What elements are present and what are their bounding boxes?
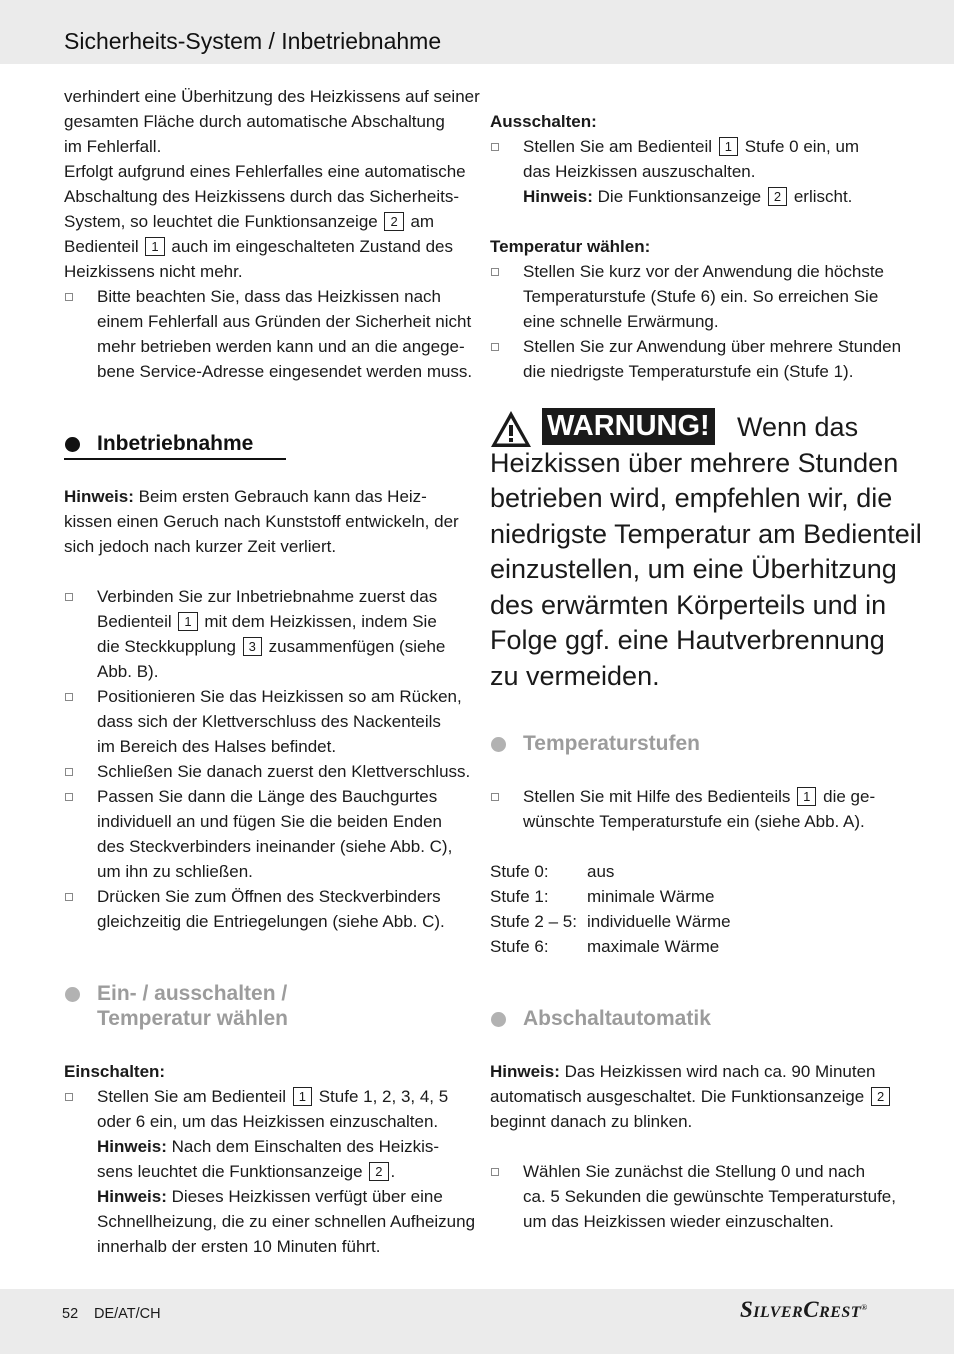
subheading: Ausschalten:: [490, 112, 597, 131]
bullet-line: [97, 1184, 443, 1209]
stufe-name: Stufe 1:: [490, 887, 549, 906]
intro-line: [64, 209, 434, 234]
bullet-square: [65, 593, 73, 601]
bullet-line: Bitte beachten Sie, dass das Heizkissen nach: [97, 287, 441, 306]
logo-text: C: [803, 1297, 820, 1322]
bullet-line: des Steckverbinders ineinander (siehe Abb. C),: [97, 837, 453, 856]
bullet-line: [97, 1134, 439, 1159]
bullet-square: [491, 143, 499, 151]
section-heading: Inbetriebnahme: [97, 432, 254, 455]
text: automatisch ausgeschaltet. Die Funktionsanzeige: [490, 1087, 865, 1106]
bullet-line: Verbinden Sie zur Inbetriebnahme zuerst das: [97, 587, 438, 606]
page-title: Sicherheits-System / Inbetriebnahme: [64, 28, 442, 54]
bullet-line: Schließen Sie danach zuerst den Klettverschluss.: [97, 762, 471, 781]
bullet-line: Stellen Sie zur Anwendung über mehrere Stunden: [523, 337, 902, 356]
section-bullet-icon: [65, 437, 80, 452]
bullet-line: die niedrigste Temperaturstufe ein (Stufe 1).: [523, 362, 854, 381]
intro-line: [64, 234, 453, 259]
section-bullet-icon: [491, 737, 506, 752]
note-line: kissen einen Geruch nach Kunststoff entwickeln, der: [64, 512, 459, 531]
text: Bedienteil: [97, 612, 172, 631]
section-bullet-icon: [65, 987, 80, 1002]
bullet-line: einem Fehlerfall aus Gründen der Sicherheit nicht: [97, 312, 472, 331]
bullet-line: Passen Sie dann die Länge des Bauchgurtes: [97, 787, 438, 806]
text: Bedienteil: [64, 237, 139, 256]
bullet-square: [491, 1168, 499, 1176]
ref-box: 1: [178, 612, 197, 631]
section-bullet-icon: [491, 1012, 506, 1027]
ref-box: 2: [369, 1162, 388, 1181]
bullet-square: [65, 693, 73, 701]
bullet-line: Abb. B).: [97, 662, 159, 681]
logo-text: REST: [819, 1304, 862, 1321]
bullet-line: mehr betrieben werden kann und an die angege-: [97, 337, 465, 356]
section-heading: Abschaltautomatik: [523, 1007, 711, 1030]
stufe-value: individuelle Wärme: [587, 912, 731, 931]
bullet-line: Positionieren Sie das Heizkissen so am Rücken,: [97, 687, 462, 706]
text: mit dem Heizkissen, indem Sie: [204, 612, 437, 631]
note-label: Hinweis:: [490, 1062, 560, 1081]
bullet-line: bene Service-Adresse eingesendet werden muss.: [97, 362, 473, 381]
bullet-line: gleichzeitig die Entriegelungen (siehe Abb. C).: [97, 912, 445, 931]
text: Beim ersten Gebrauch kann das Heiz-: [138, 487, 427, 506]
bullet-line: innerhalb der ersten 10 Minuten führt.: [97, 1237, 381, 1256]
intro-line: Heizkissens nicht mehr.: [64, 262, 243, 281]
subheading: Einschalten:: [64, 1062, 166, 1081]
bullet-square: [491, 343, 499, 351]
text: .: [390, 1162, 396, 1181]
bullet-square: [65, 793, 73, 801]
bullet-line: dass sich der Klettverschluss des Nackenteils: [97, 712, 441, 731]
bullet-line: im Bereich des Halses befindet.: [97, 737, 337, 756]
warning-triangle-icon: [490, 410, 532, 448]
bullet-line: um ihn zu schließen.: [97, 862, 253, 881]
note-line: [490, 1059, 876, 1084]
bullet-line: oder 6 ein, um das Heizkissen einzuschalten.: [97, 1112, 439, 1131]
note-label: Hinweis:: [64, 487, 134, 506]
bullet-line: [523, 784, 875, 809]
warning-line: betrieben wird, empfehlen wir, die: [490, 483, 893, 513]
bullet-line: um das Heizkissen wieder einzuschalten.: [523, 1212, 834, 1231]
intro-line: Abschaltung des Heizkissens durch das Sicherheits-: [64, 187, 459, 206]
text: erlischt.: [793, 187, 853, 206]
bullet-square: [65, 893, 73, 901]
text: auch im eingeschalteten Zustand des: [171, 237, 453, 256]
intro-line: gesamten Fläche durch automatische Abschaltung: [64, 112, 445, 131]
note-line: [490, 1084, 892, 1109]
bullet-line: [523, 134, 859, 159]
text: Stellen Sie mit Hilfe des Bedienteils: [523, 787, 791, 806]
text: Dieses Heizkissen verfügt über eine: [171, 1187, 443, 1206]
bullet-line: [97, 1159, 395, 1184]
ref-box: 3: [243, 637, 262, 656]
registered-mark: ®: [861, 1303, 868, 1312]
stufe-value: aus: [587, 862, 615, 881]
text: Stellen Sie am Bedienteil: [523, 137, 713, 156]
bullet-line: [97, 1084, 448, 1109]
bullet-square: [65, 768, 73, 776]
bullet-line: eine schnelle Erwärmung.: [523, 312, 719, 331]
bullet-line: individuell an und fügen Sie die beiden Enden: [97, 812, 442, 831]
warning-line: einzustellen, um eine Überhitzung: [490, 554, 897, 584]
section-heading: Ein- / ausschalten /: [97, 982, 288, 1005]
ref-box: 1: [797, 787, 816, 806]
intro-line: im Fehlerfall.: [64, 137, 162, 156]
ref-box: 1: [145, 237, 164, 256]
text: Die Funktionsanzeige: [597, 187, 762, 206]
bullet-line: [97, 634, 445, 659]
ref-box: 2: [871, 1087, 890, 1106]
text: Stufe 0 ein, um: [744, 137, 860, 156]
logo-text: S: [740, 1297, 754, 1322]
bullet-line: ca. 5 Sekunden die gewünschte Temperaturstufe,: [523, 1187, 896, 1206]
note-label: Hinweis:: [523, 187, 593, 206]
warning-line: zu vermeiden.: [490, 661, 660, 691]
note-line: [64, 484, 427, 509]
bullet-line: das Heizkissen auszuschalten.: [523, 162, 756, 181]
bullet-line: [97, 609, 437, 634]
bullet-line: Schnellheizung, die zu einer schnellen Aufheizung: [97, 1212, 476, 1231]
intro-line: Erfolgt aufgrund eines Fehlerfalles eine automatische: [64, 162, 466, 181]
bullet-square: [65, 293, 73, 301]
bullet-line: wünschte Temperaturstufe ein (siehe Abb. A).: [523, 812, 865, 831]
bullet-line: [523, 184, 852, 209]
text: Stufe 1, 2, 3, 4, 5: [318, 1087, 449, 1106]
bullet-line: Temperaturstufe (Stufe 6) ein. So erreichen Sie: [523, 287, 879, 306]
note-label: Hinweis:: [97, 1187, 167, 1206]
ref-box: 2: [768, 187, 787, 206]
text: zusammenfügen (siehe: [268, 637, 446, 656]
text: Nach dem Einschalten des Heizkis-: [171, 1137, 440, 1156]
stufe-name: Stufe 2 – 5:: [490, 912, 577, 931]
bullet-line: Wählen Sie zunächst die Stellung 0 und nach: [523, 1162, 866, 1181]
intro-line: verhindert eine Überhitzung des Heizkissens auf seiner: [64, 87, 480, 106]
logo-text: ILVER: [753, 1304, 804, 1321]
warning-line: des erwärmten Körperteils und in: [490, 590, 887, 620]
heading-underline: [64, 458, 286, 460]
warning-line: niedrigste Temperatur am Bedienteil: [490, 519, 922, 549]
note-line: sich jedoch nach kurzer Zeit verliert.: [64, 537, 337, 556]
section-heading: Temperaturstufen: [523, 732, 700, 755]
stufe-value: minimale Wärme: [587, 887, 715, 906]
stufe-value: maximale Wärme: [587, 937, 720, 956]
stufe-name: Stufe 0:: [490, 862, 549, 881]
ref-box: 1: [293, 1087, 312, 1106]
ref-box: 1: [719, 137, 738, 156]
bullet-line: Drücken Sie zum Öffnen des Steckverbinders: [97, 887, 441, 906]
bullet-line: Stellen Sie kurz vor der Anwendung die höchste: [523, 262, 885, 281]
bullet-square: [65, 1093, 73, 1101]
note-label: Hinweis:: [97, 1137, 167, 1156]
text: System, so leuchtet die Funktionsanzeige: [64, 212, 378, 231]
text: Das Heizkissen wird nach ca. 90 Minuten: [564, 1062, 876, 1081]
silvercrest-logo: [740, 1297, 868, 1323]
text: Stellen Sie am Bedienteil: [97, 1087, 287, 1106]
text: die ge-: [823, 787, 876, 806]
stufe-name: Stufe 6:: [490, 937, 549, 956]
text: am: [410, 212, 435, 231]
subheading: Temperatur wählen:: [490, 237, 651, 256]
note-line: beginnt danach zu blinken.: [490, 1112, 693, 1131]
ref-box: 2: [384, 212, 403, 231]
region-code: DE/AT/CH: [94, 1306, 161, 1322]
section-heading: Temperatur wählen: [97, 1007, 288, 1030]
page-number: 52: [62, 1306, 79, 1322]
warning-line: Wenn das: [737, 412, 859, 442]
warning-line: Folge ggf. eine Hautverbrennung: [490, 625, 885, 655]
bullet-square: [491, 793, 499, 801]
warning-line: Heizkissen über mehrere Stunden: [490, 448, 899, 478]
text: sens leuchtet die Funktionsanzeige: [97, 1162, 363, 1181]
warning-badge: WARNUNG!: [542, 408, 715, 445]
text: die Steckkupplung: [97, 637, 236, 656]
bullet-square: [491, 268, 499, 276]
